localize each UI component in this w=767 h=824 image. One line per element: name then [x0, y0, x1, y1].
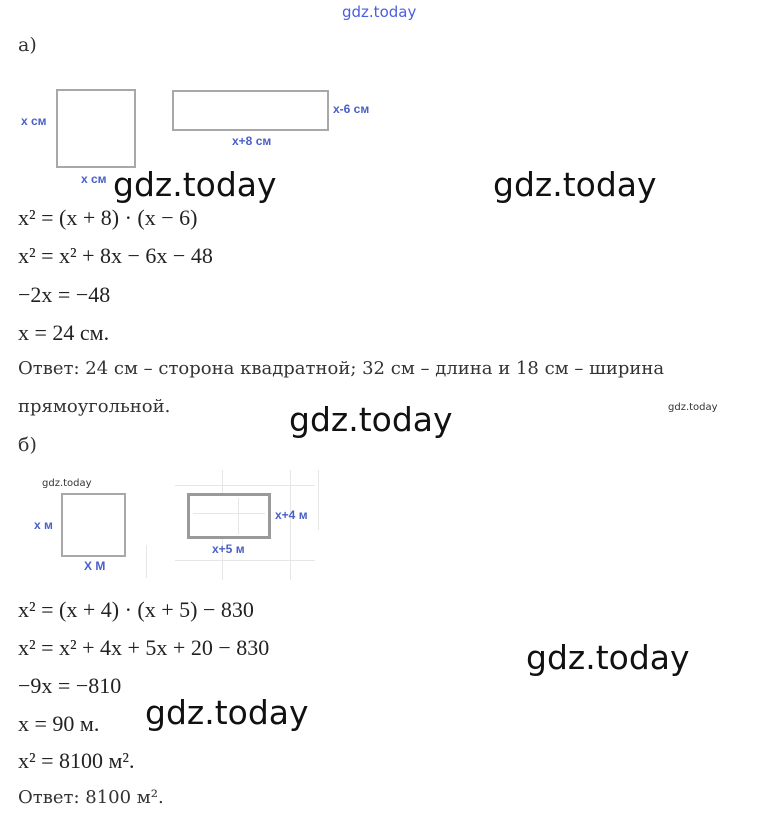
watermark-top: gdz.today — [342, 3, 417, 21]
watermark-big: gdz.today — [145, 693, 309, 732]
equation-b-1: x² = (x + 4) · (x + 5) − 830 — [18, 597, 254, 622]
square-side-label-a: x см — [21, 114, 47, 128]
square-bottom-label-b: X М — [84, 559, 106, 573]
watermark-big: gdz.today — [526, 638, 690, 677]
rect-side-label-b: x+4 м — [275, 508, 308, 522]
grid-line — [175, 560, 315, 561]
square-figure-a — [56, 89, 136, 168]
grid-line — [146, 545, 147, 578]
watermark-big: gdz.today — [113, 165, 277, 204]
square-figure-b — [61, 493, 126, 557]
grid-line — [238, 498, 239, 534]
square-side-label-b: x м — [34, 518, 53, 532]
rect-bottom-label-a: x+8 см — [232, 134, 272, 148]
grid-line — [193, 513, 265, 514]
grid-line — [290, 470, 291, 580]
answer-b: Ответ: 8100 м². — [18, 787, 164, 808]
equation-a-4: x = 24 см. — [18, 320, 110, 345]
answer-a-line2: прямоугольной. — [18, 396, 171, 417]
watermark-big: gdz.today — [493, 165, 657, 204]
equation-b-2: x² = x² + 4x + 5x + 20 − 830 — [18, 635, 270, 660]
watermark-small: gdz.today — [668, 402, 718, 413]
watermark-big: gdz.today — [289, 400, 453, 439]
square-bottom-label-a: x см — [81, 172, 107, 186]
rectangle-figure-b — [187, 493, 271, 539]
watermark-small: gdz.today — [42, 478, 92, 489]
rectangle-figure-a — [172, 90, 329, 131]
equation-a-2: x² = x² + 8x − 6x − 48 — [18, 243, 213, 268]
equation-a-1: x² = (x + 8) · (x − 6) — [18, 205, 198, 230]
grid-line — [175, 485, 315, 486]
rect-side-label-a: x-6 см — [333, 102, 370, 116]
rect-bottom-label-b: x+5 м — [212, 542, 245, 556]
equation-b-5: x² = 8100 м². — [18, 748, 135, 773]
equation-a-3: −2x = −48 — [18, 282, 111, 307]
equation-b-3: −9x = −810 — [18, 673, 122, 698]
answer-a-line1: Ответ: 24 см – сторона квадратной; 32 см – длина и 18 см – ширина — [18, 358, 665, 379]
equation-b-4: x = 90 м. — [18, 711, 100, 736]
grid-line — [318, 470, 319, 530]
part-a-marker: а) — [18, 34, 37, 56]
part-b-marker: б) — [18, 434, 37, 456]
